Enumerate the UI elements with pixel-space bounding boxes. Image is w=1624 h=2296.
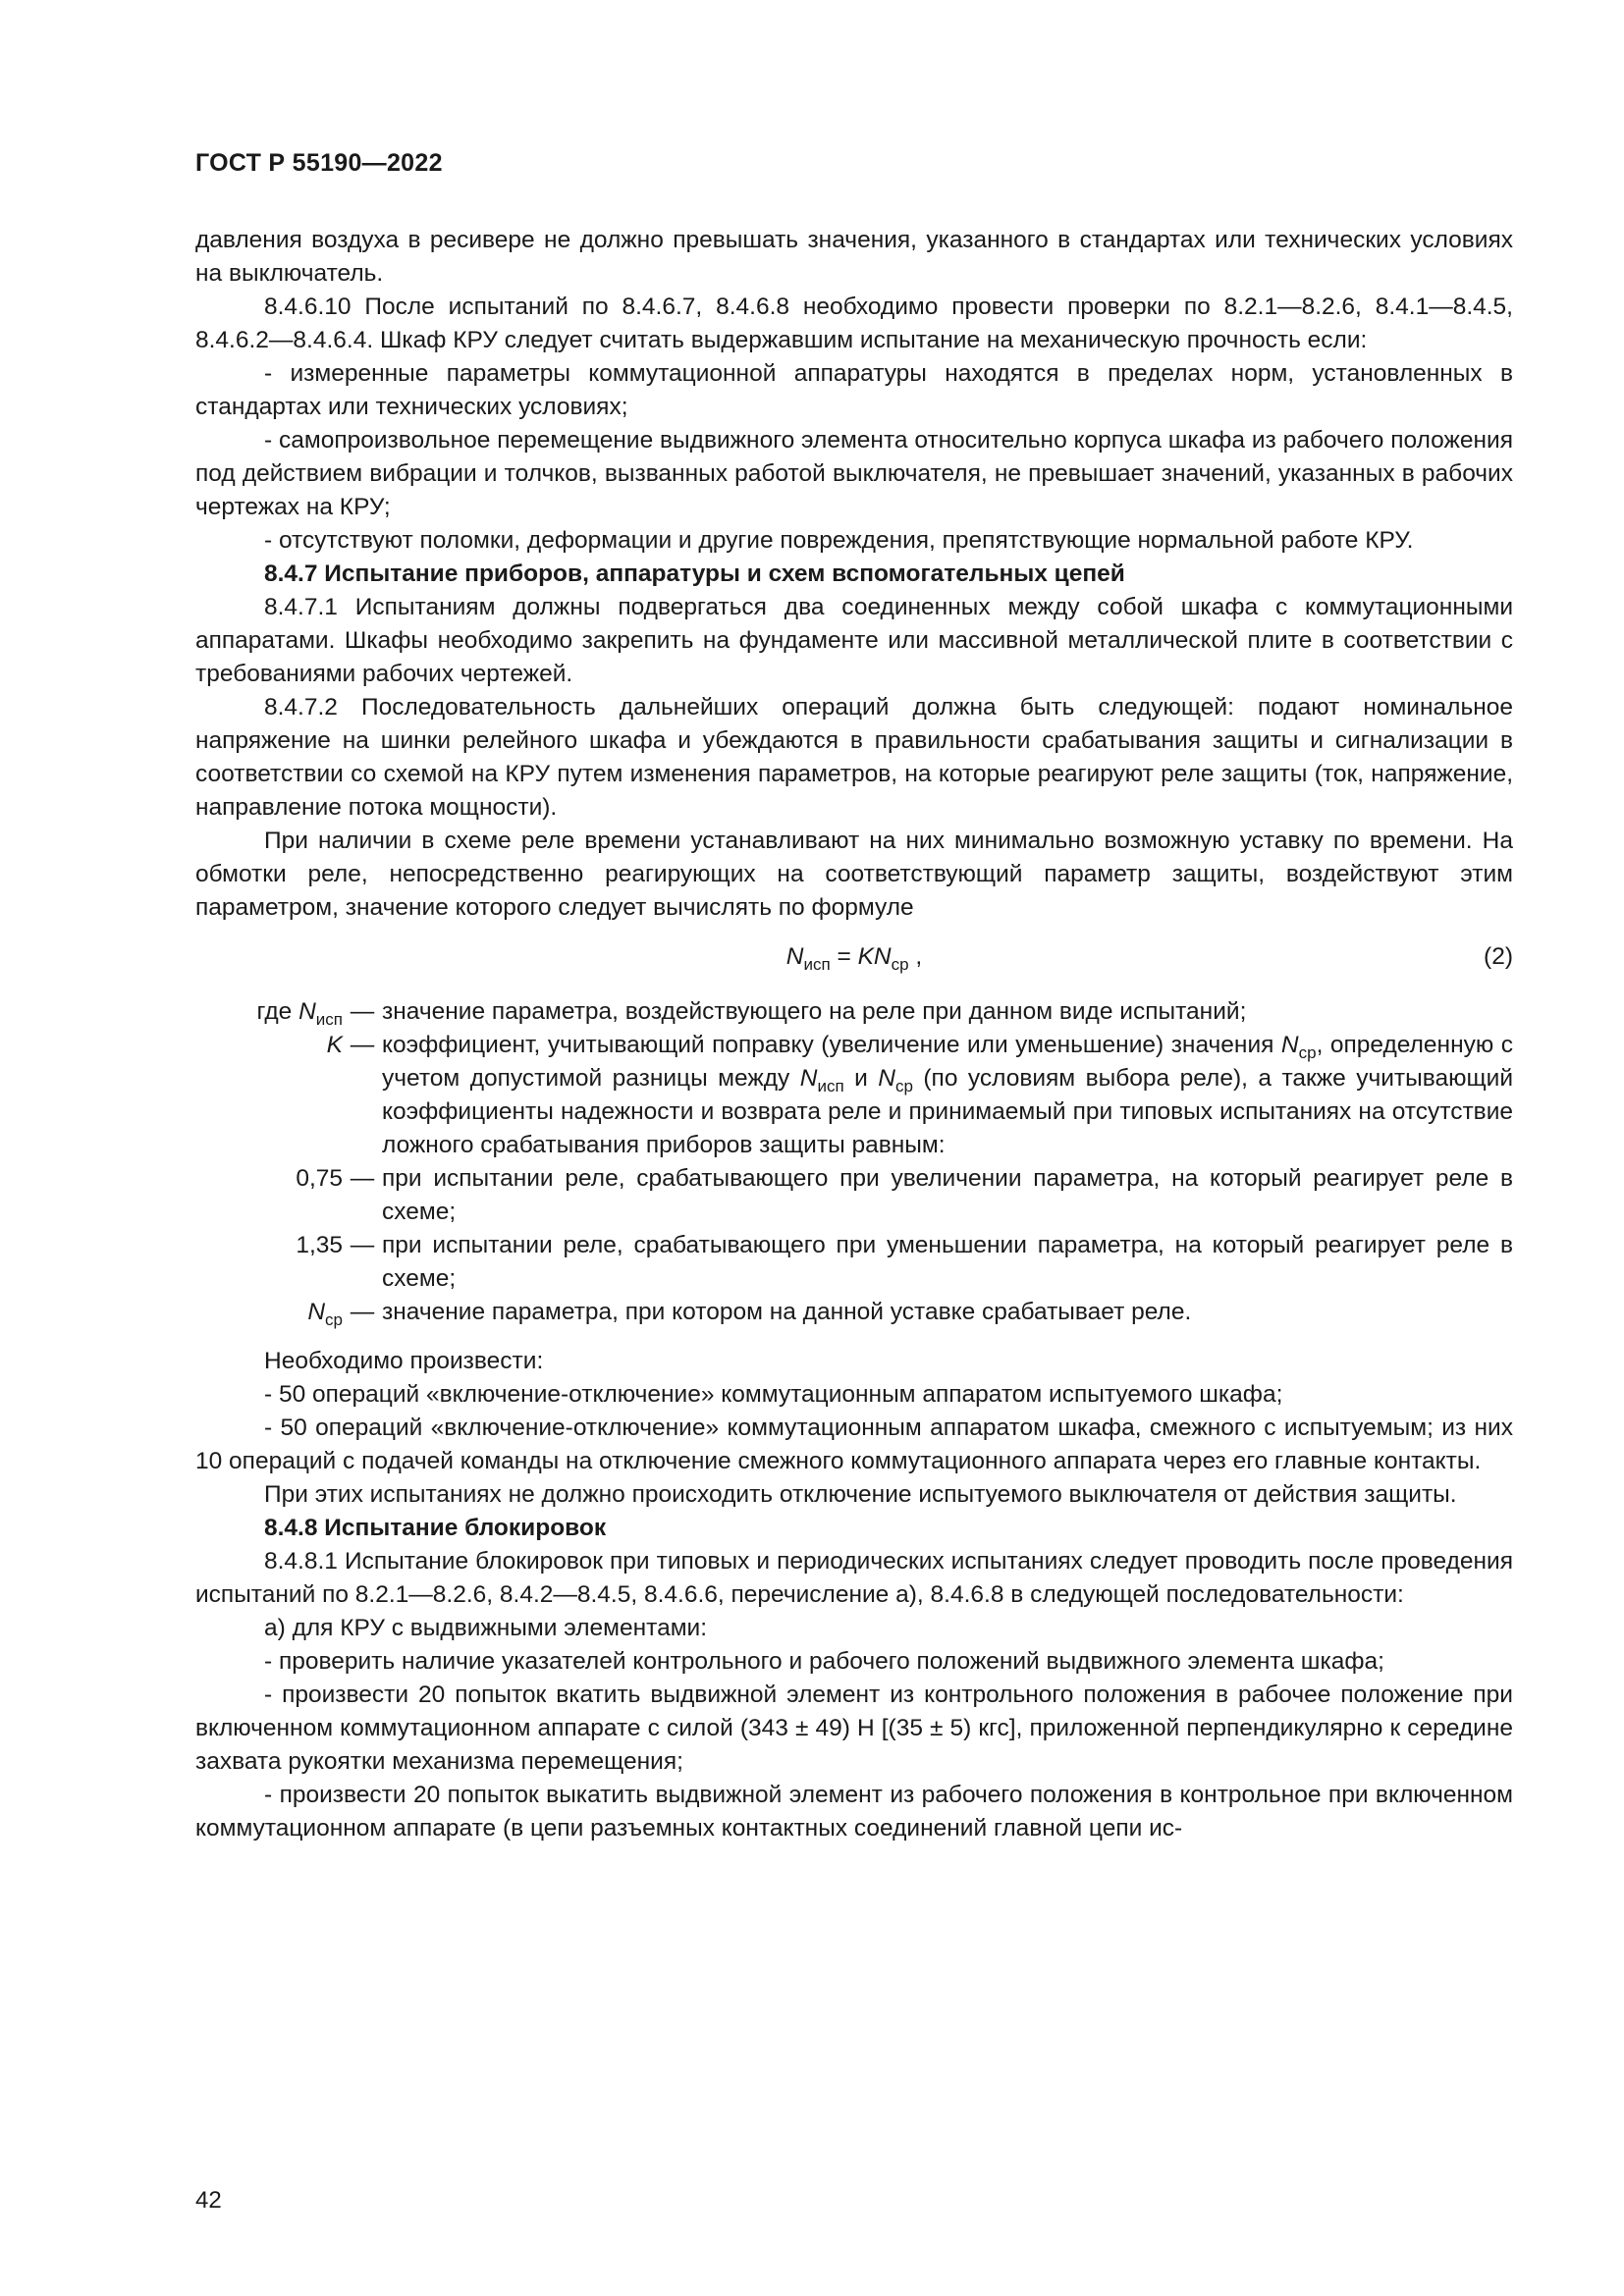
section-heading-8-4-8: 8.4.8 Испытание блокировок (264, 1515, 607, 1541)
paragraph: 8.4.6.10 После испытаний по 8.4.6.7, 8.4.6.8 необходимо провести проверки по 8.2.1—8.2.6, 8.4.1—8.4.5, 8.4.6.2—8.4.6.4. Шкаф КРУ следует считать выдержавшим испытание на механическую прочность если: (195, 294, 1513, 353)
paragraph: Необходимо произвести: (264, 1348, 544, 1374)
list-item: - отсутствуют поломки, деформации и другие повреждения, препятствующие нормальной работе КРУ. (264, 527, 1414, 554)
paragraph: При наличии в схеме реле времени устанавливают на них минимально возможную уставку по времени. На обмотки реле, непосредственно реагирующих на соответствующий параметр защиты, воздействуют этим параметром, значение которого следует вычислять по формуле (195, 828, 1513, 921)
definition-row: $N_{ср}$ — значение параметра, при котором на данной уставке срабатывает реле. (307, 1299, 1192, 1329)
definition-row: K — коэффициент, учитывающий поправку (увеличение или уменьшение) значения $N_{ср}$, определенную с учетом допустимой разницы между $N_{исп}$ и $N_{ср}$ (по условиям выбора реле), а также учитывающий коэффициенты надежности и возврата реле и принимаемый при типовых испытаниях на отсутствие ложного срабатывания приборов защиты равным: (326, 1032, 1514, 1158)
formula-definitions (195, 995, 1513, 1329)
paragraph: давления воздуха в ресивере не должно превышать значения, указанного в стандартах или технических условиях на выключатель. (195, 227, 1513, 287)
list-item: - произвести 20 попыток выкатить выдвижной элемент из рабочего положения в контрольное при включенном коммутационном аппарате (в цепи разъемных контактных соединений главной цепи ис- (195, 1782, 1513, 1842)
paragraph: 8.4.8.1 Испытание блокировок при типовых и периодических испытаниях следует проводить после проведения испытаний по 8.2.1—8.2.6, 8.4.2—8.4.5, 8.4.6.6, перечисление а), 8.4.6.8 в следующей последовательности: (195, 1548, 1513, 1608)
list-item: - 50 операций «включение-отключение» коммутационным аппаратом шкафа, смежного с испытуемым; из них 10 операций с подачей команды на отключение смежного коммутационного аппарата через его главные контакты. (195, 1415, 1513, 1474)
list-item: - проверить наличие указателей контрольного и рабочего положений выдвижного элемента шкафа; (264, 1648, 1384, 1675)
list-item: а) для КРУ с выдвижными элементами: (264, 1615, 708, 1641)
definition-row: 0,75 — при испытании реле, срабатывающего при увеличении параметра, на который реагирует реле в схеме; (296, 1165, 1513, 1225)
list-item: - 50 операций «включение-отключение» коммутационным аппаратом испытуемого шкафа; (264, 1381, 1283, 1408)
list-item: - произвести 20 попыток вкатить выдвижной элемент из контрольного положения в рабочее положение при включенном коммутационном аппарате с силой (343 ± 49) Н [(35 ± 5) кгс], приложенной перпендикулярно к середине захвата рукоятки механизма перемещения; (195, 1682, 1513, 1775)
page-body (195, 224, 1513, 1845)
formula-2 (195, 936, 1513, 980)
paragraph: 8.4.7.2 Последовательность дальнейших операций должна быть следующей: подают номинальное напряжение на шинки релейного шкафа и убеждаются в правильности срабатывания защиты и сигнализации в соответствии со схемой на КРУ путем изменения параметров, на которые реагируют реле защиты (ток, напряжение, направление потока мощности). (195, 694, 1513, 821)
page-number: 42 (195, 2187, 222, 2214)
list-item: - самопроизвольное перемещение выдвижного элемента относительно корпуса шкафа из рабочего положения под действием вибрации и толчков, вызванных работой выключателя, не превышает значений, указанных в рабочих чертежах на КРУ; (195, 427, 1513, 520)
paragraph: 8.4.7.1 Испытаниям должны подвергаться два соединенных между собой шкафа с коммутационными аппаратами. Шкафы необходимо закрепить на фундаменте или массивной металлической плите в соответствии с требованиями рабочих чертежей. (195, 594, 1513, 687)
paragraph: При этих испытаниях не должно происходить отключение испытуемого выключателя от действия защиты. (264, 1481, 1457, 1508)
document-header: ГОСТ Р 55190—2022 (195, 149, 443, 177)
definition-row: где $N_{исп}$ — значение параметра, воздействующего на реле при данном виде испытаний; (256, 998, 1247, 1029)
section-heading-8-4-7: 8.4.7 Испытание приборов, аппаратуры и схем вспомогательных цепей (264, 561, 1125, 587)
formula-expression: $N_{исп} = KN_{ср}$ , (785, 943, 923, 974)
list-item: - измеренные параметры коммутационной аппаратуры находятся в пределах норм, установленных в стандартах или технических условиях; (195, 360, 1513, 420)
definition-row: 1,35 — при испытании реле, срабатывающего при уменьшении параметра, на который реагирует реле в схеме; (296, 1232, 1513, 1292)
formula-number: (2) (1484, 943, 1513, 970)
